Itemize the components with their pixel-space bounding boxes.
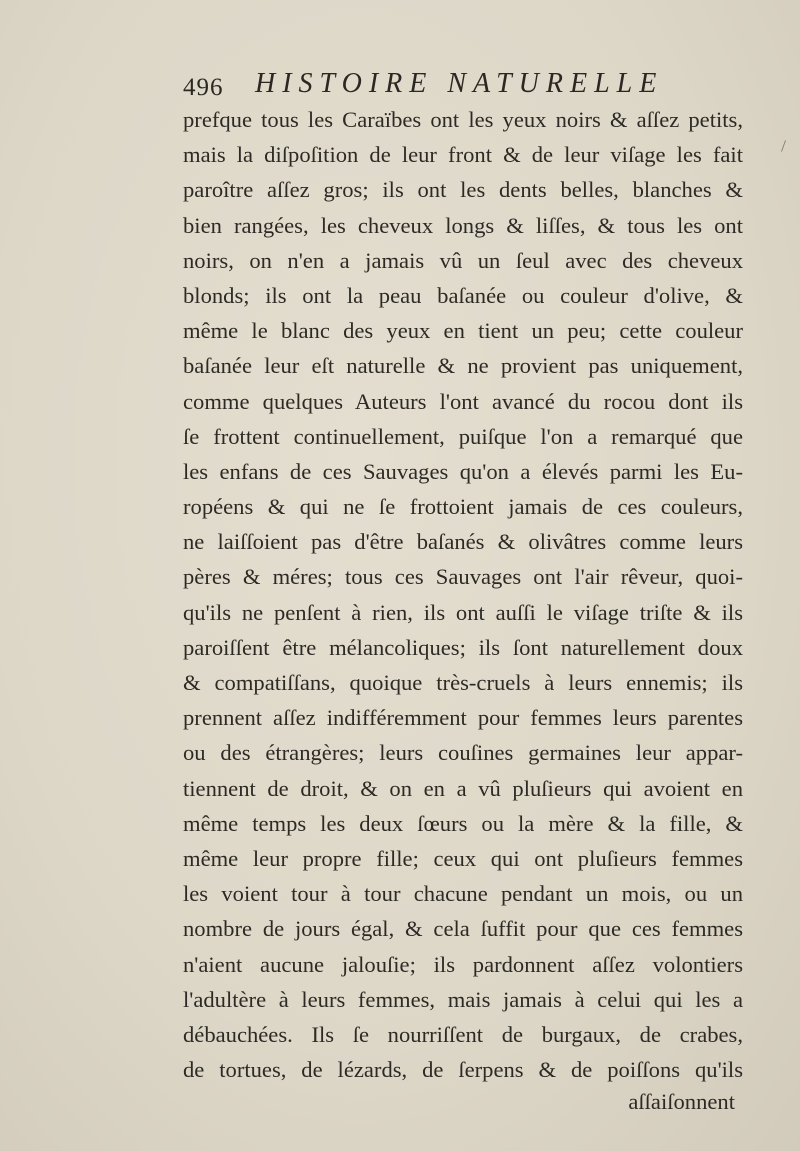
- text-line: & compatiſſans, quoique très-cruels à leurs ennemis; ils: [183, 670, 743, 695]
- text-line: mais la diſpoſition de leur front & de leur viſage les fait: [183, 142, 743, 168]
- text-line: baſanée leur eſt naturelle & ne provient pas uniquement,: [183, 353, 743, 379]
- text-line: nombre de jours égal, & cela ſuffit pour que ces femmes: [183, 916, 743, 942]
- margin-mark: [781, 140, 786, 152]
- text-line: ſe frottent continuellement, puiſque l'on a remarqué que: [183, 423, 743, 449]
- text-line: blonds; ils ont la peau baſanée ou couleur d'olive, &: [183, 282, 743, 308]
- page-number: 496: [183, 74, 224, 101]
- text-line: paroître aſſez gros; ils ont les dents belles, blanches &: [183, 177, 743, 203]
- text-line: prefque tous les Caraïbes ont les yeux noirs & aſſez petits,: [183, 107, 743, 132]
- text-line: paroiſſent être mélancoliques; ils ſont naturellement doux: [183, 634, 743, 660]
- text-line: prennent aſſez indifféremment pour femmes leurs parentes: [183, 705, 743, 731]
- text-line: les enfans de ces Sauvages qu'on a élevés parmi les Eu-: [183, 458, 743, 484]
- text-line: ou des étrangères; leurs couſines germaines leur appar-: [183, 740, 743, 766]
- body-text: [183, 102, 743, 1122]
- text-line: même le blanc des yeux en tient un peu; cette couleur: [183, 318, 743, 344]
- text-line: ropéens & qui ne ſe frottoient jamais de ces couleurs,: [183, 494, 743, 520]
- text-line: même leur propre fille; ceux qui ont pluſieurs femmes: [183, 845, 743, 871]
- text-line: bien rangées, les cheveux longs & liſſes, & tous les ont: [183, 212, 743, 238]
- text-line: même temps les deux ſœurs ou la mère & la fille, &: [183, 810, 743, 836]
- running-title: HISTOIRE NATURELLE: [255, 68, 664, 99]
- text-line: les voient tour à tour chacune pendant un mois, ou un: [183, 881, 743, 907]
- page-header: [183, 64, 743, 104]
- text-line: de tortues, de lézards, de ſerpens & de poiſſons qu'ils: [183, 1057, 743, 1083]
- text-line: tiennent de droit, & on en a vû pluſieurs qui avoient en: [183, 775, 743, 801]
- text-line: comme quelques Auteurs l'ont avancé du rocou dont ils: [183, 388, 743, 414]
- text-line: n'aient aucune jalouſie; ils pardonnent aſſez volontiers: [183, 951, 743, 977]
- catchword: aſſaiſonnent: [628, 1089, 735, 1115]
- text-line: débauchées. Ils ſe nourriſſent de burgaux, de crabes,: [183, 1021, 743, 1047]
- text-line: ne laiſſoient pas d'être baſanés & olivâtres comme leurs: [183, 529, 743, 555]
- text-line: noirs, on n'en a jamais vû un ſeul avec des cheveux: [183, 247, 743, 273]
- text-line: l'adultère à leurs femmes, mais jamais à celui qui les a: [183, 986, 743, 1012]
- text-line: qu'ils ne penſent à rien, ils ont auſſi le viſage triſte & ils: [183, 599, 743, 625]
- text-line: pères & méres; tous ces Sauvages ont l'air rêveur, quoi-: [183, 564, 743, 590]
